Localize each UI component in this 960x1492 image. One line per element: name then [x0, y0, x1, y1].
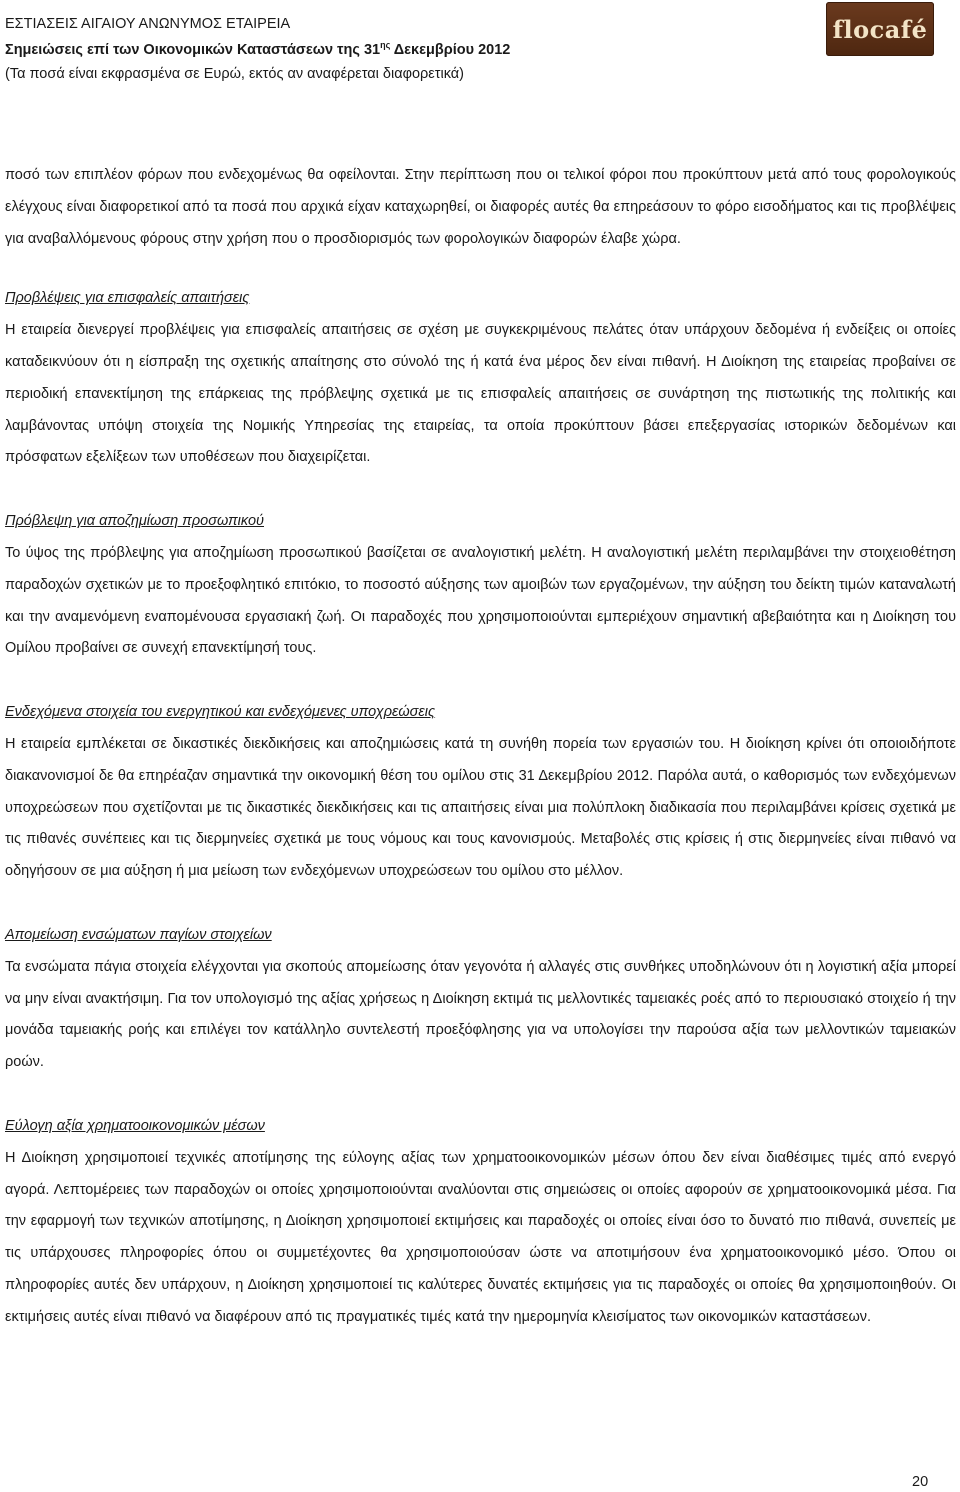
- currency-note: (Τα ποσά είναι εκφρασμένα σε Ευρώ, εκτός αν αναφέρεται διαφορετικά): [5, 65, 464, 82]
- subtitle-main: Σημειώσεις επί των Οικονομικών Καταστάσεων της 31: [5, 41, 381, 58]
- subtitle-superscript: ης: [380, 40, 391, 50]
- document-body: [5, 160, 956, 1334]
- intro-paragraph: ποσό των επιπλέον φόρων που ενδεχομένως θα οφείλονται. Στην περίπτωση που οι τελικοί φόροι που προκύπτουν μετά από τους φορολογικούς ελέγχους είναι διαφορετικοί από τα ποσά που αρχικά είχαν καταχωρηθεί, οι διαφορές αυτές θα επηρεάσουν το φόρο εισοδήματος και τις προβλέψεις για αναβαλλόμενους φόρους στην χρήση που ο προσδιορισμός των φορολογικών διαφορών έλαβε χώρα.: [5, 167, 956, 247]
- company-name: ΕΣΤΙΑΣΕΙΣ ΑΙΓΑΙΟΥ ΑΝΩΝΥΜΟΣ ΕΤΑΙΡΕΙΑ: [5, 16, 291, 32]
- section-text-fair-value: Η Διοίκηση χρησιμοποιεί τεχνικές αποτίμησης της εύλογης αξίας των χρηματοοικονομικών μέσων όπου δεν είναι διαθέσιμες τιμές από ενεργό αγορά. Λεπτομέρειες των παραδοχών οι οποίες χρησιμοποιούνται αναλύονται στις σημειώσεις οι οποίες αφορούν σε χρηματοοικονομικά μέσα. Για την εφαρμογή των τεχνικών αποτίμησης, η Διοίκηση χρησιμοποιεί εκτιμήσεις και παραδοχές οι οποίες είναι όσο το δυνατό πιο πιθανά, συνεπείς με τις υπάρχουσες πληροφορίες όπου οι συμμετέχοντες θα χρησιμοποιούσαν ώστε να αποτιμήσουν ένα χρηματοοικονομικό μέσο. Όπου οι πληροφορίες αυτές δεν υπάρχουν, η Διοίκηση χρησιμοποιεί τις καλύτερες δυνατές εκτιμήσεις για τις παραδοχές οι οποίες θα χρησιμοποιηθούν. Οι εκτιμήσεις αυτές είναι πιθανό να διαφέρουν από τις πραγματικές τιμές κατά την ημερομηνία κλεισίματος των οικονομικών καταστάσεων.: [5, 1149, 956, 1325]
- section-text-staff-compensation: Το ύψος της πρόβλεψης για αποζημίωση προσωπικού βασίζεται σε αναλογιστική μελέτη. Η αναλογιστική μελέτη περιλαμβάνει την στοιχειοθέτηση παραδοχών σχετικών με το προεξοφλητικό επιτόκιο, το ποσοστό αύξησης των αμοιβών των εργαζομένων, την αύξηση του δείκτη τιμών καταναλωτή και την αναμενόμενη εναπομένουσα εργασιακή ζωή. Οι παραδοχές που χρησιμοποιούνται εμπεριέχουν σημαντική αβεβαιότητα και η Διοίκηση του Ομίλου προβαίνει σε συνεχή επανεκτίμησή τους.: [5, 544, 956, 657]
- section-heading-staff-compensation: Πρόβλεψη για αποζημίωση προσωπικού: [5, 513, 264, 530]
- section-text-impairment: Τα ενσώματα πάγια στοιχεία ελέγχονται για σκοπούς απομείωσης όταν γεγονότα ή αλλαγές στις συνθήκες υποδηλώνουν ότι η λογιστική αξία μπορεί να μην είναι ανακτήσιμη. Για τον υπολογισμό της αξίας χρήσεως η Διοίκηση εκτιμά τις μελλοντικές ταμειακές ροές από το περιουσιακό στοιχείο ή την μονάδα ταμειακής ροής και επιλέγει τον κατάλληλο συντελεστή προεξόφλησης για να υπολογίσει την παρούσα αξία των μελλοντικών ταμειακών ροών.: [5, 958, 956, 1071]
- flocafe-logo: [826, 2, 934, 56]
- document-subtitle: [5, 35, 805, 61]
- page-number: 20: [912, 1474, 929, 1490]
- logo-text: flocafé: [832, 14, 928, 44]
- subtitle-date: Δεκεμβρίου 2012: [390, 41, 511, 58]
- section-heading-fair-value: Εύλογη αξία χρηματοοικονομικών μέσων: [5, 1117, 265, 1134]
- page-header: [5, 14, 805, 85]
- section-heading-contingencies: Ενδεχόμενα στοιχεία του ενεργητικού και ενδεχόμενες υποχρεώσεις: [5, 704, 436, 721]
- section-heading-impairment: Απομείωση ενσώματων παγίων στοιχείων: [5, 926, 272, 943]
- section-text-bad-debt: Η εταιρεία διενεργεί προβλέψεις για επισφαλείς απαιτήσεις σε σχέση με συγκεκριμένους πελάτες όταν υπάρχουν δεδομένα ή ενδείξεις οι οποίες καταδεικνύουν ότι η είσπραξη της σχετικής απαίτησης στο σύνολό της ή κατά ένα μέρος δεν είναι πιθανή. Η Διοίκηση της εταιρείας προβαίνει σε περιοδική επανεκτίμηση της επάρκειας της πρόβλεψης σχετικά με τις επισφαλείς απαιτήσεις σε συνάρτηση της πιστωτικής της πολιτικής και λαμβάνοντας υπόψη στοιχεία της Νομικής Υπηρεσίας της εταιρείας, τα οποία προκύπτουν βάσει επεξεργασίας ιστορικών δεδομένων και πρόσφατων εξελίξεων των υποθέσεων που διαχειρίζεται.: [5, 322, 956, 466]
- section-heading-bad-debt: Προβλέψεις για επισφαλείς απαιτήσεις: [5, 290, 250, 307]
- section-text-contingencies: Η εταιρεία εμπλέκεται σε δικαστικές διεκδικήσεις και αποζημιώσεις κατά τη συνήθη πορεία των εργασιών του. Η διοίκηση κρίνει ότι οποιοιδήποτε διακανονισμοί δε θα επηρέαζαν σημαντικά την οικονομική θέση του ομίλου στις 31 Δεκεμβρίου 2012. Παρόλα αυτά, ο καθορισμός των ενδεχόμενων υποχρεώσεων που σχετίζονται με τις δικαστικές διεκδικήσεις και τις απαιτήσεις είναι μια πολύπλοκη διαδικασία που περιλαμβάνει κρίσεις σχετικά με τις πιθανές συνέπειες και τις διερμηνείες σχετικά με τους νόμους και τους κανονισμούς. Μεταβολές στις κρίσεις ή στις διερμηνείες είναι πιθανό να οδηγήσουν σε μια αύξηση ή μια μείωση των ενδεχόμενων υποχρεώσεων του ομίλου στο μέλλον.: [5, 735, 956, 880]
